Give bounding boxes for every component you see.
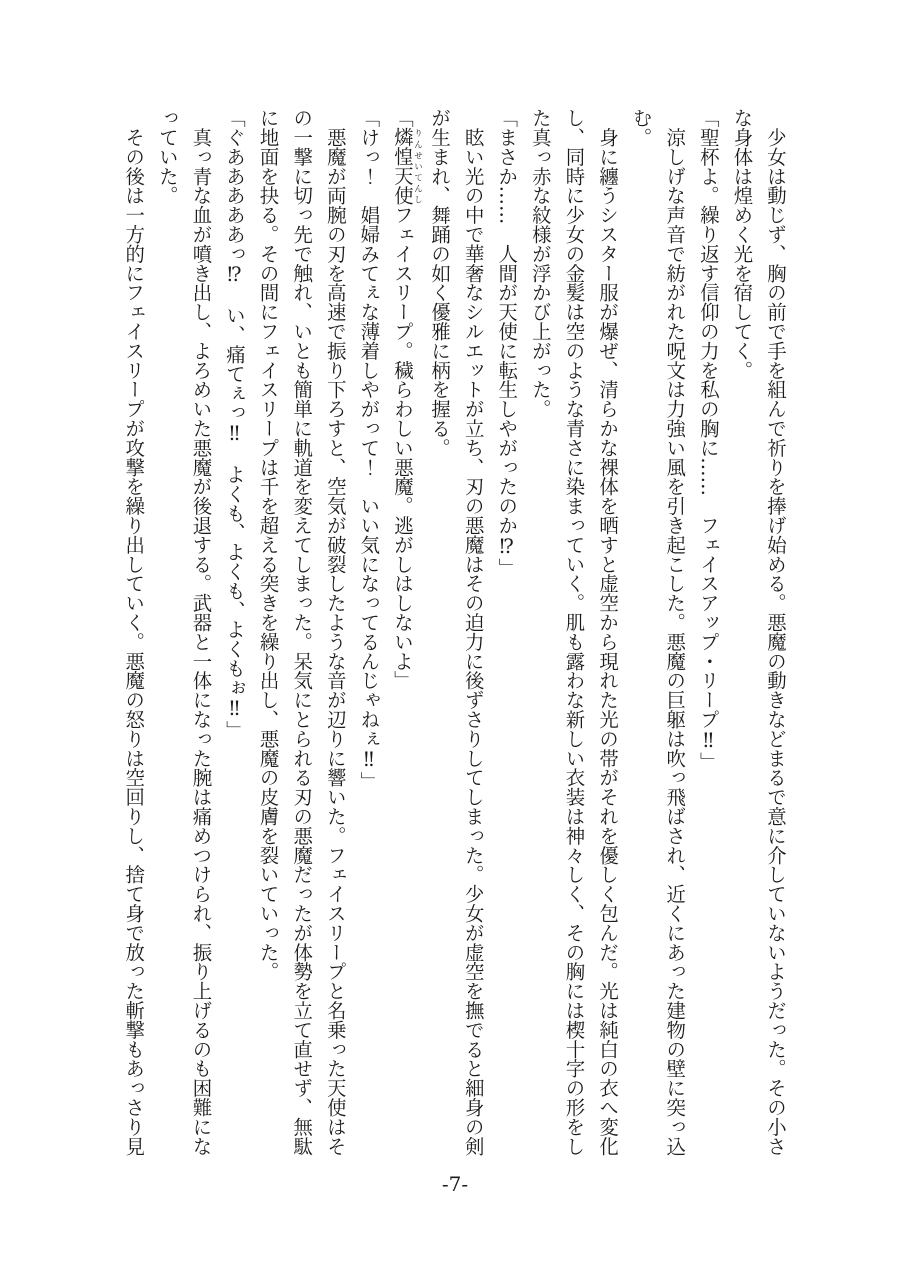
page-number: -7- xyxy=(441,1172,469,1196)
paragraph-dialogue: 「聖杯よ。繰り返す信仰の力を私の胸に…… フェイスアップ・リープ‼」 xyxy=(696,108,720,772)
paragraph-narration: 少女は動じず、胸の前で手を組んで祈りを捧げ始める。悪魔の動きなどまるで意に介していないようだった。その小さな身体は煌めく光を宿してく。 xyxy=(730,108,787,1156)
page-text xyxy=(117,108,792,1160)
paragraph-dialogue: 「まさか…… 人間が天使に転生しやがったのか⁉」 xyxy=(495,108,519,578)
paragraph-narration: 眩い光の中で華奢なシルエットが立ち、刃の悪魔はその迫力に後ずさりしてしまった。少女が虚空を撫でると細身の剣が生まれ、舞踊の如く優雅に柄を握る。 xyxy=(428,108,485,1156)
paragraph-narration: 身に纏うシスター服が爆ぜ、清らかな裸体を晒すと虚空から現れた光の帯がそれを優しく包んだ。光は純白の衣へ変化し、同時に少女の金髪は空のような青さに染まっていく。肌も露わな新しい衣装は神々しく、その胸には楔十字の形をした真っ赤な紋様が浮かび上がった。 xyxy=(528,108,620,1156)
paragraph-narration: その後は一方的にフェイスリープが攻撃を繰り出していく。悪魔の怒りは空回りし、捨て身で放った斬撃もあっさり見 xyxy=(122,108,146,1156)
paragraph-dialogue: 「ぐあああああっ⁉ い、痛てぇっ‼ よくも、よくも、よくもぉ‼」 xyxy=(223,108,246,740)
paragraph-narration: 真っ青な血が噴き出し、よろめいた悪魔が後退する。武器と一体になった腕は痛めつけられ、振り上げるのも困難になっていた。 xyxy=(155,108,213,1156)
paragraph-dialogue: 「けっ！ 娼婦みてぇな薄着しやがって！ いい気になってるんじゃねぇ‼」 xyxy=(357,108,381,791)
paragraph-dialogue: 「燐惶天使りんせいてんしフェイスリープ。穢らわしい悪魔。逃がしはしないよ」 xyxy=(390,108,423,691)
ruby-annotation: 燐惶天使りんせいてんし xyxy=(390,127,423,206)
paragraph-narration: 悪魔が両腕の刃を高速で振り下ろすと、空気が破裂したような音が辺りに響いた。フェイスリープと名乗った天使はその一撃に切っ先で触れ、いとも簡単に軌道を変えてしまった。呆気にとられる刃の悪魔だったが体勢を立て直せず、無駄に地面を抉る。その間にフェイスリープは千を超える突きを繰り出し、悪魔の皮膚を裂いていった。 xyxy=(256,108,347,1156)
paragraph-narration: 涼しげな声音で紡がれた呪文は力強い風を引き起こした。悪魔の巨躯は吹っ飛ばされ、近くにあった建物の壁に突っ込む。 xyxy=(629,108,687,1156)
